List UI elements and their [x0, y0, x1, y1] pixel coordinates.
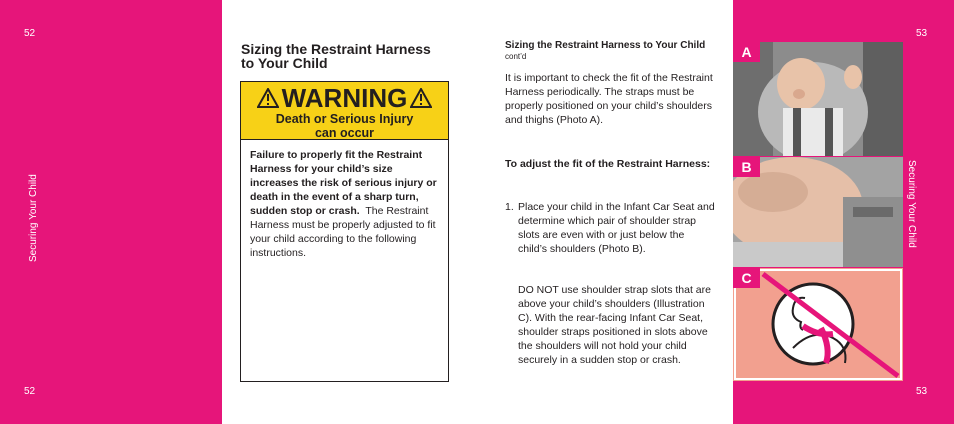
section-heading	[505, 40, 715, 62]
page-number-top-left: 52	[24, 28, 36, 39]
warning-subtitle-line1: Death or Serious Injury	[275, 112, 414, 126]
side-label-left: Securing Your Child	[28, 174, 39, 262]
section-heading-contd: cont’d	[505, 52, 527, 61]
warning-subtitle-line2: can occur	[314, 126, 375, 140]
warning-header	[241, 82, 448, 140]
adjust-subheading: To adjust the fit of the Restraint Harness:	[505, 158, 711, 170]
photo-b-label: B	[733, 157, 760, 177]
page-number-bottom-left: 52	[24, 386, 36, 397]
warning-normal-text: The Restraint Harness must be properly adjusted to fit your child according to the following instructions.	[250, 205, 436, 259]
page-number-bottom-right: 53	[916, 386, 928, 397]
step-1	[505, 200, 715, 256]
step-number: 1.	[505, 201, 514, 213]
warning-bold-text: Failure to properly fit the Restraint Harness for your child’s size increases the risk of serious injury or death in the event of a sharp turn, sudden stop or crash.	[250, 149, 437, 217]
step-1-note	[505, 283, 715, 367]
warning-triangle-icon	[410, 88, 432, 108]
warning-triangle-icon	[257, 88, 279, 108]
illustration-c-label: C	[733, 268, 760, 288]
page-number-top-right: 53	[916, 28, 928, 39]
warning-body	[241, 140, 448, 260]
intro-paragraph: It is important to check the fit of the Restraint Harness periodically. The straps must be properly positioned on your child’s shoulders and thighs (Photo A).	[505, 72, 713, 126]
page-title: Sizing the Restraint Harness to Your Child	[241, 41, 431, 71]
step-1-note-text: DO NOT use shoulder strap slots that are above your child’s shoulders (Illustration C). With the rear-facing Infant Car Seat, shoulder straps positioned in slots above the shoulders will not hold your child securely in a sudden stop or crash.	[518, 284, 711, 366]
warning-word: WARNING	[281, 83, 408, 113]
step-1-text: Place your child in the Infant Car Seat and determine which pair of shoulder strap slots are even with or just below the child’s shoulders (Photo B).	[518, 201, 715, 255]
warning-box	[240, 81, 449, 382]
side-label-right: Securing Your Child	[906, 160, 917, 248]
photo-a-label: A	[733, 42, 760, 62]
section-heading-text: Sizing the Restraint Harness to Your Child	[505, 40, 706, 51]
